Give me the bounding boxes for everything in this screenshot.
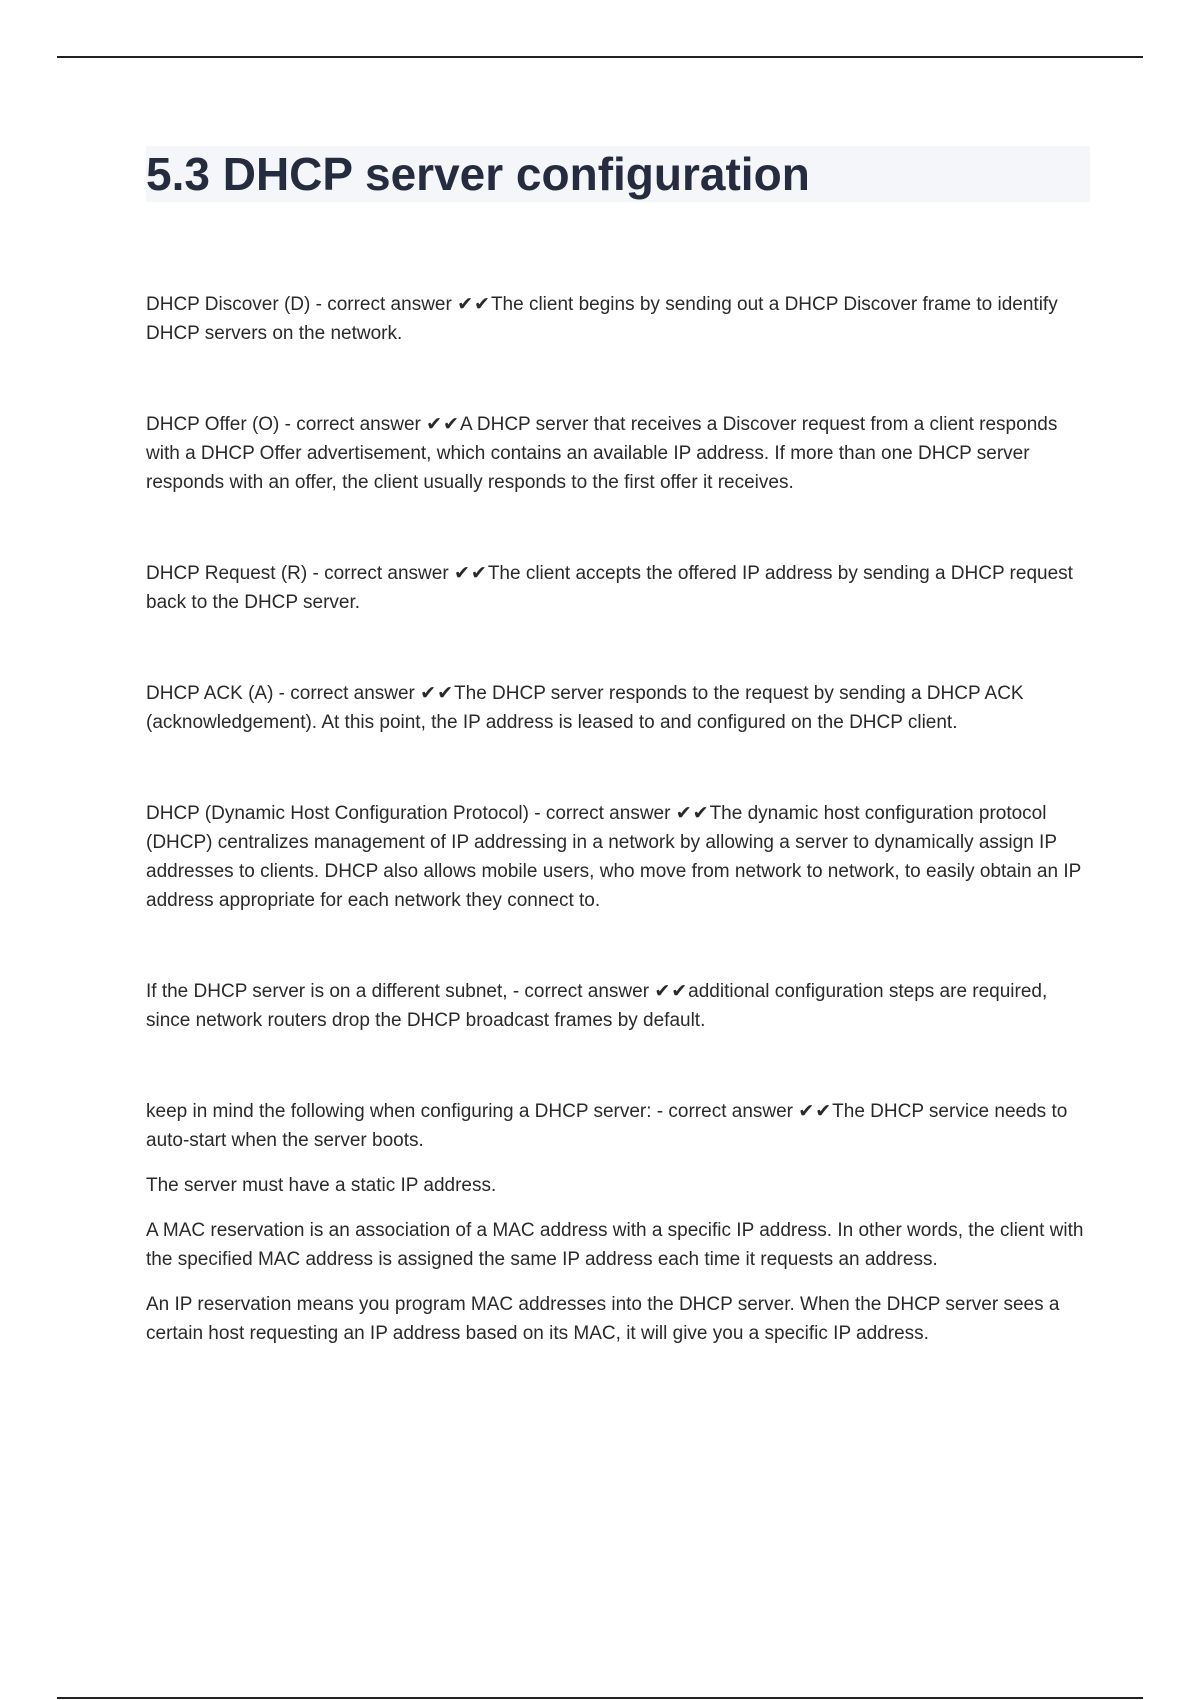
double-check-icon: ✔✔ — [798, 1101, 833, 1122]
bottom-rule — [57, 1697, 1143, 1699]
qa-term: DHCP ACK (A) - correct answer — [146, 683, 415, 704]
double-check-icon: ✔✔ — [675, 803, 710, 824]
qa-answer: The dynamic host configuration protocol (DHCP) centralizes management of IP addressing in a network by allowing a server to dynamically assign IP addresses to clients. DHCP also allows mobile users, who move from network to network, to easily obtain an IP address appropriate for each network they connect to. — [146, 803, 1081, 911]
qa-item-keep-in-mind — [146, 1097, 1090, 1155]
paragraph-static-ip: The server must have a static IP address. — [146, 1175, 497, 1196]
double-check-icon: ✔✔ — [426, 414, 460, 435]
qa-item-discover — [146, 290, 1090, 348]
qa-term: DHCP Discover (D) - correct answer — [146, 294, 452, 315]
qa-term: DHCP (Dynamic Host Configuration Protocol) - correct answer — [146, 803, 671, 824]
qa-answer: additional configuration steps are required, since network routers drop the DHCP broadcast frames by default. — [146, 981, 1048, 1031]
qa-term: If the DHCP server is on a different subnet, - correct answer — [146, 981, 650, 1002]
qa-term: keep in mind the following when configuring a DHCP server: - correct answer — [146, 1101, 794, 1122]
double-check-icon: ✔✔ — [420, 683, 455, 704]
qa-answer: The client begins by sending out a DHCP Discover frame to identify DHCP servers on the network. — [146, 294, 1058, 344]
qa-item-request — [146, 559, 1090, 617]
document-body — [146, 290, 1090, 1364]
qa-answer: The client accepts the offered IP address by sending a DHCP request back to the DHCP server. — [146, 563, 1073, 613]
double-check-icon: ✔✔ — [654, 981, 689, 1002]
top-rule — [57, 56, 1143, 58]
qa-item-different-subnet — [146, 977, 1090, 1035]
double-check-icon: ✔✔ — [457, 294, 491, 315]
qa-item-offer — [146, 410, 1090, 497]
qa-item-dhcp-definition — [146, 799, 1090, 915]
page-title: 5.3 DHCP server configuration — [146, 148, 810, 200]
qa-answer: A DHCP server that receives a Discover request from a client responds with a DHCP Offer advertisement, which contains an available IP address. If more than one DHCP server responds with an offer, the client usually responds to the first offer it receives. — [146, 414, 1058, 493]
qa-answer: The DHCP server responds to the request by sending a DHCP ACK (acknowledgement). At this point, the IP address is leased to and configured on the DHCP client. — [146, 683, 1024, 733]
double-check-icon: ✔✔ — [453, 563, 488, 584]
qa-item-ack — [146, 679, 1090, 737]
qa-term: DHCP Offer (O) - correct answer — [146, 414, 421, 435]
paragraph-ip-reservation: An IP reservation means you program MAC addresses into the DHCP server. When the DHCP server sees a certain host requesting an IP address based on its MAC, it will give you a specific IP address. — [146, 1294, 1060, 1344]
paragraph-mac-reservation: A MAC reservation is an association of a MAC address with a specific IP address. In other words, the client with the specified MAC address is assigned the same IP address each time it requests an address. — [146, 1220, 1084, 1270]
qa-answer: The DHCP service needs to auto-start when the server boots. — [146, 1101, 1068, 1151]
qa-term: DHCP Request (R) - correct answer — [146, 563, 449, 584]
